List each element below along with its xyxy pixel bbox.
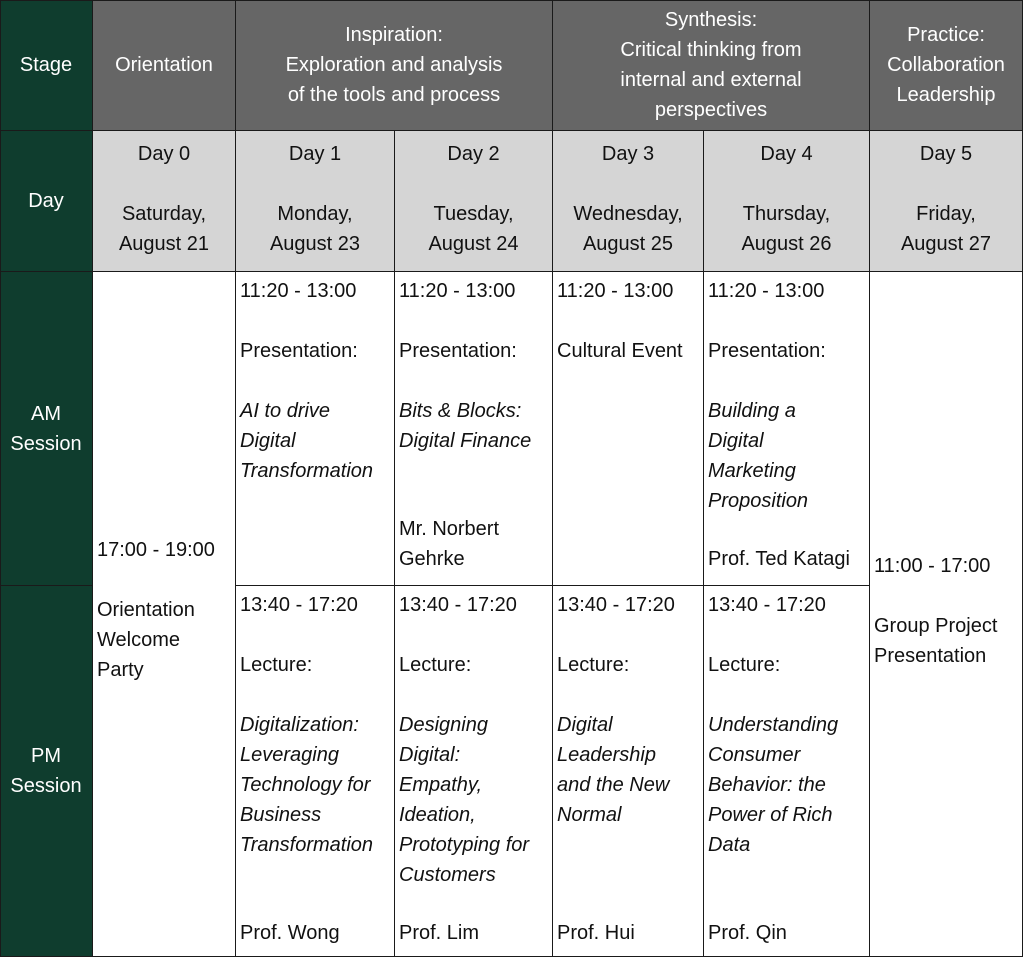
am-session-day1 [236, 272, 395, 586]
spacer [557, 620, 703, 650]
session-time: 13:40 - 17:20 [557, 594, 675, 616]
session-title-line: Marketing [708, 460, 796, 482]
pm-session-day3 [553, 586, 704, 957]
session-title-line: Bits & Blocks: [399, 400, 522, 422]
spacer [708, 620, 869, 650]
session-title-line: Consumer [708, 744, 801, 766]
stage-practice [870, 0, 1023, 131]
am-session-day2 [395, 272, 553, 586]
day-label: Day 2 [447, 143, 500, 165]
session-title-line: Normal [557, 804, 622, 826]
day-label: Day 5 [919, 143, 973, 165]
am-session-day3 [553, 272, 704, 586]
spacer [399, 620, 552, 650]
session-title-line: Prototyping for [399, 834, 530, 856]
spacer [240, 620, 394, 650]
day-weekday: Wednesday, [573, 203, 683, 225]
row-label-day [0, 131, 93, 272]
session-title-line: Customers [399, 864, 496, 886]
session-type: Presentation: [399, 340, 517, 362]
day-header-3 [553, 131, 704, 272]
session-title-line: Digital [708, 430, 764, 452]
spacer [240, 366, 394, 396]
session-time: 11:20 - 13:00 [557, 280, 674, 302]
day-date: August 23 [269, 233, 361, 255]
session-title-line: Digital: [399, 744, 461, 766]
day-weekday: Monday, [277, 203, 353, 225]
session-type: Presentation: [240, 340, 358, 362]
day-weekday: Friday, [916, 203, 976, 225]
session-title-line: Presentation [874, 645, 987, 667]
session-title-line: Leveraging [240, 744, 339, 766]
day-header-0 [93, 131, 236, 272]
session-title-line: Technology for [240, 774, 371, 796]
session-type: Presentation: [708, 340, 826, 362]
day-date: August 21 [118, 233, 210, 255]
session-title-line: Digitalization: [240, 714, 359, 736]
session-title-line: Data [708, 834, 751, 856]
session-title-line: Leadership [557, 744, 656, 766]
session-speaker: Prof. Wong [240, 922, 340, 944]
session-type: Lecture: [240, 654, 313, 676]
stage-orientation [93, 0, 236, 131]
stage-synthesis [553, 0, 870, 131]
session-title-line: Empathy, [399, 774, 482, 796]
day-header-1 [236, 131, 395, 272]
day-date: August 26 [741, 233, 832, 255]
session-title-line: Proposition [708, 490, 809, 512]
day-header-2 [395, 131, 553, 272]
session-type: Cultural Event [557, 340, 683, 362]
row-label-am-session [0, 272, 93, 586]
session-title-line: Designing [399, 714, 488, 736]
spacer [557, 306, 703, 336]
spacer [557, 680, 703, 710]
day-weekday: Saturday, [121, 203, 207, 225]
day-header-5 [870, 131, 1023, 272]
row-label-day-text: Day [28, 190, 64, 212]
stage-inspiration [236, 0, 553, 131]
session-title-line: Digital [240, 430, 296, 452]
session-time: 11:20 - 13:00 [708, 280, 825, 302]
session-type: Lecture: [557, 654, 630, 676]
session-title-line: Welcome [97, 629, 180, 651]
day-date: August 24 [428, 233, 519, 255]
day-label: Day 1 [288, 143, 342, 165]
stage-orientation-text: Orientation [115, 54, 213, 76]
stage-synthesis-text: Synthesis: Critical thinking from internal and external perspectives [620, 9, 802, 121]
stage-practice-text: Practice: Collaboration Leadership [887, 24, 1005, 106]
session-title-line: Ideation, [399, 804, 476, 826]
session-speaker: Prof. Lim [399, 922, 480, 944]
session-title-line: Party [97, 659, 144, 681]
spacer [399, 306, 552, 336]
session-time: 11:20 - 13:00 [399, 280, 516, 302]
day-label: Day 3 [601, 143, 655, 165]
day-label: Day 0 [137, 143, 191, 165]
day-header-4 [704, 131, 870, 272]
day5-group-project-session [870, 272, 1023, 957]
spacer [708, 306, 869, 336]
session-type: Lecture: [399, 654, 472, 676]
spacer [399, 366, 552, 396]
session-speaker: Gehrke [399, 548, 465, 570]
row-label-stage-text: Stage [19, 54, 73, 76]
session-speaker: Prof. Hui [557, 922, 635, 944]
spacer [708, 366, 869, 396]
session-time: 13:40 - 17:20 [399, 594, 517, 616]
spacer [240, 680, 394, 710]
session-title-line: Transformation [240, 834, 374, 856]
session-title-line: Building a [708, 400, 796, 422]
session-time: 13:40 - 17:20 [708, 594, 826, 616]
session-time: 11:00 - 17:00 [874, 555, 991, 577]
session-title-line: Business [240, 804, 322, 826]
session-title-line: Orientation [97, 599, 195, 621]
day-date: August 27 [900, 233, 992, 255]
day-label: Day 4 [760, 143, 813, 165]
session-time: 17:00 - 19:00 [97, 539, 215, 561]
session-time: 11:20 - 13:00 [240, 280, 357, 302]
session-title-line: Group Project [874, 615, 998, 637]
session-title-line: Transformation [240, 460, 374, 482]
row-label-am-text: AM Session [10, 402, 82, 455]
day0-orientation-session [93, 272, 236, 957]
pm-session-day1 [236, 586, 395, 957]
pm-session-day4 [704, 586, 870, 957]
day-weekday: Tuesday, [433, 203, 514, 225]
day-date: August 25 [582, 233, 674, 255]
row-label-pm-text: PM Session [10, 745, 82, 797]
day-weekday: Thursday, [742, 203, 831, 225]
session-type: Lecture: [708, 654, 781, 676]
am-session-day4 [704, 272, 870, 586]
spacer [708, 680, 869, 710]
session-title-line: Digital Finance [399, 430, 532, 452]
spacer [399, 680, 552, 710]
session-title-line: Understanding [708, 714, 839, 736]
session-title-line: Digital [557, 714, 613, 736]
row-label-pm-session [0, 586, 93, 957]
session-speaker: Prof. Ted Katagi [708, 548, 850, 570]
session-title-line: AI to drive [240, 400, 331, 422]
pm-session-day2 [395, 586, 553, 957]
session-speaker: Prof. Qin [708, 922, 787, 944]
session-title-line: Behavior: the [708, 774, 826, 796]
session-speaker: Mr. Norbert [399, 518, 500, 540]
session-title-line: and the New [557, 774, 670, 796]
session-title-line: Power of Rich [708, 804, 833, 826]
stage-inspiration-text: Inspiration: Exploration and analysis of the tools and process [285, 24, 503, 106]
session-time: 13:40 - 17:20 [240, 594, 358, 616]
spacer [240, 306, 394, 336]
row-label-stage [0, 0, 93, 131]
